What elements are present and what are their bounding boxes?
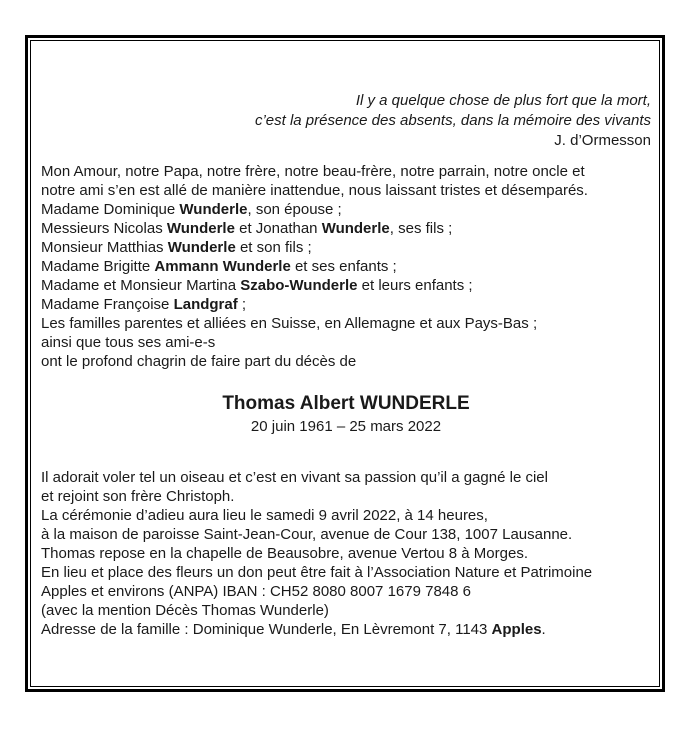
text-line: ont le profond chagrin de faire part du décès de [41,353,357,370]
text-line: Madame Françoise Landgraf ; [41,296,247,313]
text-line: Il y a quelque chose de plus fort que la mort, [355,92,651,109]
card-inner-frame [30,40,660,687]
text-line: Thomas repose en la chapelle de Beausobre, avenue Vertou 8 à Morges. [41,545,528,562]
text-line: c’est la présence des absents, dans la mémoire des vivants [254,112,651,129]
text-line: Adresse de la famille : Dominique Wunderle, En Lèvremont 7, 1143 Apples. [41,621,546,638]
text-line: Madame Brigitte Ammann Wunderle et ses enfants ; [41,258,397,275]
text-line: Monsieur Matthias Wunderle et son fils ; [41,239,312,256]
text-line: et rejoint son frère Christoph. [41,488,235,505]
deceased-name: Thomas Albert WUNDERLE [222,393,470,414]
text-line: notre ami s’en est allé de manière inattendue, nous laissant tristes et désemparés. [41,182,588,199]
quote-attribution: J. d’Ormesson [554,132,651,149]
text-line: En lieu et place des fleurs un don peut être fait à l’Association Nature et Patrimoine [41,564,593,581]
text-line: ainsi que tous ses ami-e-s [41,334,216,351]
family-announcement-block [41,162,651,371]
text-line: Il adorait voler tel un oiseau et c’est en vivant sa passion qu’il a gagné le ciel [41,469,548,486]
text-line: La cérémonie d’adieu aura lieu le samedi 9 avril 2022, à 14 heures, [41,507,488,524]
text-line: Mon Amour, notre Papa, notre frère, notre beau-frère, notre parrain, notre oncle et [41,163,585,180]
text-line: Les familles parentes et alliées en Suisse, en Allemagne et aux Pays-Bas ; [41,315,538,332]
announcement-card [25,35,665,692]
text-line: Madame Dominique Wunderle, son épouse ; [41,201,342,218]
quote-block [41,91,651,131]
text-line: (avec la mention Décès Thomas Wunderle) [41,602,329,619]
text-line: Madame et Monsieur Martina Szabo-Wunderle et leurs enfants ; [41,277,473,294]
text-line: Messieurs Nicolas Wunderle et Jonathan Wunderle, ses fils ; [41,220,453,237]
text-line: Apples et environs (ANPA) IBAN : CH52 8080 8007 1679 7848 6 [41,583,471,600]
text-line: à la maison de paroisse Saint-Jean-Cour, avenue de Cour 138, 1007 Lausanne. [41,526,573,543]
ceremony-details-block [41,468,651,639]
life-dates: 20 juin 1961 – 25 mars 2022 [250,418,442,435]
